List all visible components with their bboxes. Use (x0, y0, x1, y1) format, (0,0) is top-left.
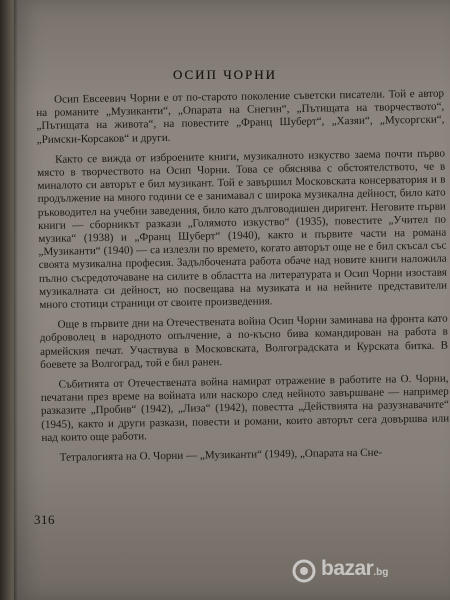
paragraph-3: Още в първите дни на Отечествената война Осип Чорни заминава на фронта като доброволец в народното опълчение, а по-късно бива командирован на работа в армейския печат. Участвува в Московската, Волгоградската и Курската битка. В боевете за Волгоград, той е бил ранен. (39, 312, 449, 371)
chapter-title: ОСИП ЧОРНИ (172, 67, 278, 82)
paragraph-2: Както се вижда от изброените книги, музикалното изкуство заема почти първо място в творчеството на Осип Чорни. Това се обяснява с обстоятелството, че в миналото си авторът е бил музикант. Той е завършил Московската консерватория и в продължение на много години се е занимавал с широка музикална дейност, било като ръководител на учебни заведения, било като дълговодишен диригент. Неговите първи книги — сборникът разкази „Голямото изкуство“ (1935), повестите „Учител по музика“ (1938) и „Франц Шуберт“ (1940), както и първите части на романа „Музиканти“ (1940) — са излезли по времето, когато авторът още не е бил скъсал със своята музикална професия. Задълбочената работа обаче над новите книги наложила пълно съсредоточаване на силите в областта на литературата и Осип Чорни изоставя музикалната си дейност, но посвещава на музиката и на нейните представители много стотици страници от своите произведения. (37, 147, 448, 312)
watermark-brand-group (321, 557, 388, 581)
article-body (36, 88, 450, 473)
page-binding-shadow (14, 0, 18, 600)
page-number: 316 (34, 512, 55, 527)
paragraph-4: Събитията от Отечествената война намират отражение в работите на О. Чорни, печатани през време на войната или наскоро след нейното завършване — например разказите „Пробив“ (1942), „Лиза“ (1942), повестта „Действията на разузнавачите“ (1945), както и други разкази, повести и романи, които авторът сега довършва или над които още работи. (40, 372, 450, 444)
bazar-watermark (291, 556, 442, 586)
paragraph-5: Тетралогията на О. Чорни — „Музиканти“ (1949), „Опарата на Сне- (59, 446, 383, 464)
watermark-domain: .bg (373, 567, 389, 578)
watermark-brand: bazar (321, 557, 374, 580)
paragraph-1: Осип Евсеевич Чорни е от по-старото поколение съветски писатели. Той е автор на романите „Музиканти“, „Опарата на Снегин“, „Пътищата на творчеството“, „Пътищата на живота“, на повестите „Франц Шуберт“, „Хазяи“, „Мусоргски“, „Римски-Корсаков“ и други. (36, 87, 445, 146)
